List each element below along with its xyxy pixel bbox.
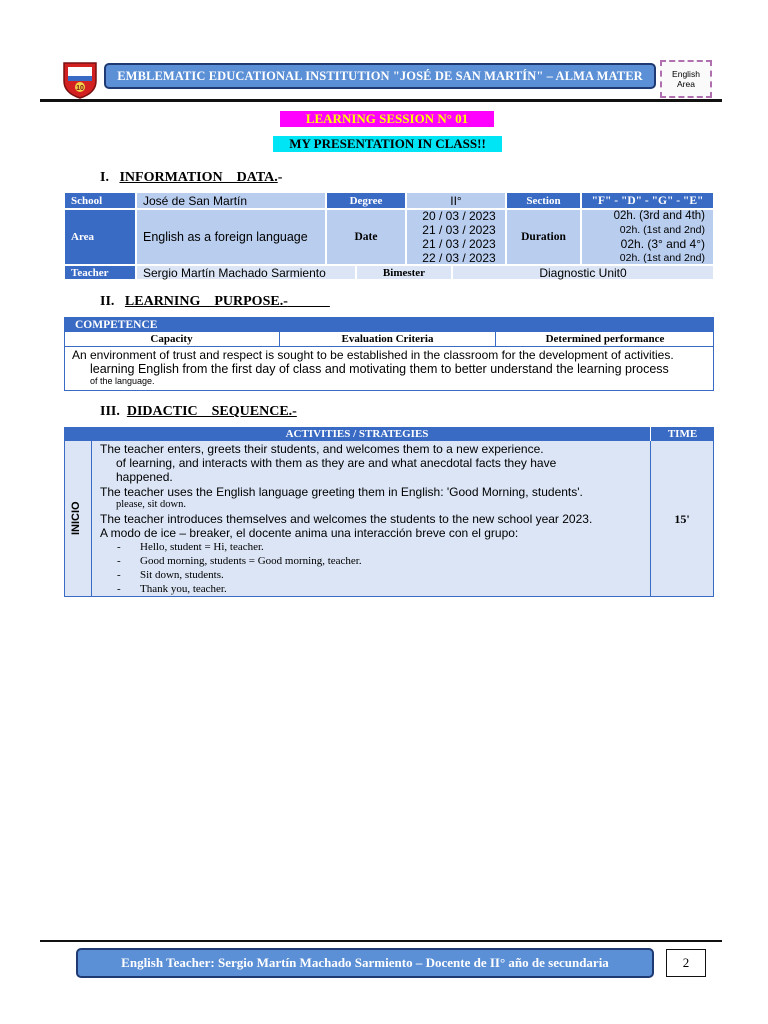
teacher-value: Sergio Martín Machado Sarmiento	[136, 265, 356, 280]
section-1-title: INFORMATION DATA.	[119, 170, 278, 185]
competence-header: COMPETENCE	[64, 317, 714, 332]
page-number: 2	[666, 949, 706, 977]
section-label: Section	[506, 192, 581, 209]
bimester-value: Diagnostic Unit0	[452, 265, 714, 280]
crest-badge-text: 10	[76, 85, 84, 92]
section-2-title: LEARNING PURPOSE.-	[124, 294, 288, 309]
section-3-title: DIDACTIC SEQUENCE.-	[126, 404, 297, 419]
competence-text-line-3: of the language.	[90, 376, 155, 386]
area-logo-line1: English	[672, 69, 700, 79]
presentation-title: MY PRESENTATION IN CLASS!!	[273, 136, 502, 152]
duration-2: 02h. (1st and 2nd)	[619, 224, 705, 236]
session-title: LEARNING SESSION N° 01	[280, 111, 494, 127]
school-label: School	[64, 192, 136, 209]
footer-banner: English Teacher: Sergio Martín Machado Sarmiento – Docente de II° año de secundaria	[76, 948, 654, 978]
area-value: English as a foreign language	[136, 209, 326, 265]
activity-line-5: please, sit down.	[116, 499, 186, 510]
determined-performance-column-header: Determined performance	[496, 332, 714, 347]
institution-banner: EMBLEMATIC EDUCATIONAL INSTITUTION "JOSÉ DE SAN MARTÍN" – ALMA MATER	[104, 63, 656, 89]
section-1-number: I.	[100, 170, 109, 185]
duration-4: 02h. (1st and 2nd)	[619, 252, 705, 264]
section-2-number: II.	[100, 294, 115, 309]
dialogue-line-4: Thank you, teacher.	[140, 583, 227, 595]
date-label: Date	[326, 209, 406, 265]
dialogue-line-3: Sit down, students.	[140, 569, 224, 581]
duration-values	[581, 209, 714, 265]
competence-text-line-2: learning English from the first day of class and motivating them to better understand the learning process	[90, 362, 669, 376]
capacity-column-header: Capacity	[64, 332, 280, 347]
date-4: 22 / 03 / 2023	[422, 251, 496, 265]
dialogue-line-2: Good morning, students = Good morning, teacher.	[140, 555, 362, 567]
section-1-heading	[100, 170, 282, 186]
bimester-label: Bimester	[356, 265, 452, 280]
activity-line-7: A modo de ice – breaker, el docente anima una interacción breve con el grupo:	[100, 526, 519, 540]
header-divider	[40, 99, 722, 102]
area-logo-line2: Area	[677, 79, 695, 89]
dialogue-dash-1: -	[117, 541, 121, 553]
section-2-heading	[100, 294, 330, 310]
english-area-logo	[660, 60, 712, 98]
dialogue-dash-2: -	[117, 555, 121, 567]
duration-label: Duration	[506, 209, 581, 265]
section-value: "F" - "D" - "G" - "E"	[581, 192, 714, 209]
dialogue-line-1: Hello, student = Hi, teacher.	[140, 541, 264, 553]
activities-header: ACTIVITIES / STRATEGIES	[64, 427, 650, 441]
competence-text-line-1: An environment of trust and respect is sought to be established in the classroom for the development of activities.	[72, 348, 674, 362]
time-header: TIME	[650, 427, 714, 441]
duration-3: 02h. (3° and 4°)	[620, 237, 705, 251]
time-value: 15'	[674, 512, 690, 526]
section-3-heading	[100, 404, 297, 420]
activity-line-2: of learning, and interacts with them as they are and what anecdotal facts they have	[116, 456, 557, 470]
footer-divider	[40, 940, 722, 942]
degree-value: II°	[406, 192, 506, 209]
dialogue-dash-3: -	[117, 569, 121, 581]
date-1: 20 / 03 / 2023	[422, 209, 496, 223]
activity-line-1: The teacher enters, greets their students, and welcomes them to a new experience.	[100, 442, 544, 456]
school-crest-logo	[60, 57, 100, 99]
phase-label: INICIO	[70, 501, 82, 535]
date-values	[406, 209, 506, 265]
duration-1: 02h. (3rd and 4th)	[613, 210, 705, 222]
teacher-label: Teacher	[64, 265, 136, 280]
date-3: 21 / 03 / 2023	[422, 237, 496, 251]
activity-line-3: happened.	[116, 470, 173, 484]
degree-label: Degree	[326, 192, 406, 209]
activity-line-4: The teacher uses the English language greeting them in English: 'Good Morning, students'.	[100, 485, 583, 499]
date-2: 21 / 03 / 2023	[422, 223, 496, 237]
dialogue-dash-4: -	[117, 583, 121, 595]
section-1-suffix: -	[277, 170, 283, 185]
section-3-number: III.	[100, 404, 120, 419]
school-value: José de San Martín	[136, 192, 326, 209]
activity-line-6: The teacher introduces themselves and welcomes the students to the new school year 2023.	[100, 512, 593, 526]
evaluation-criteria-column-header: Evaluation Criteria	[280, 332, 496, 347]
area-label: Area	[64, 209, 136, 265]
